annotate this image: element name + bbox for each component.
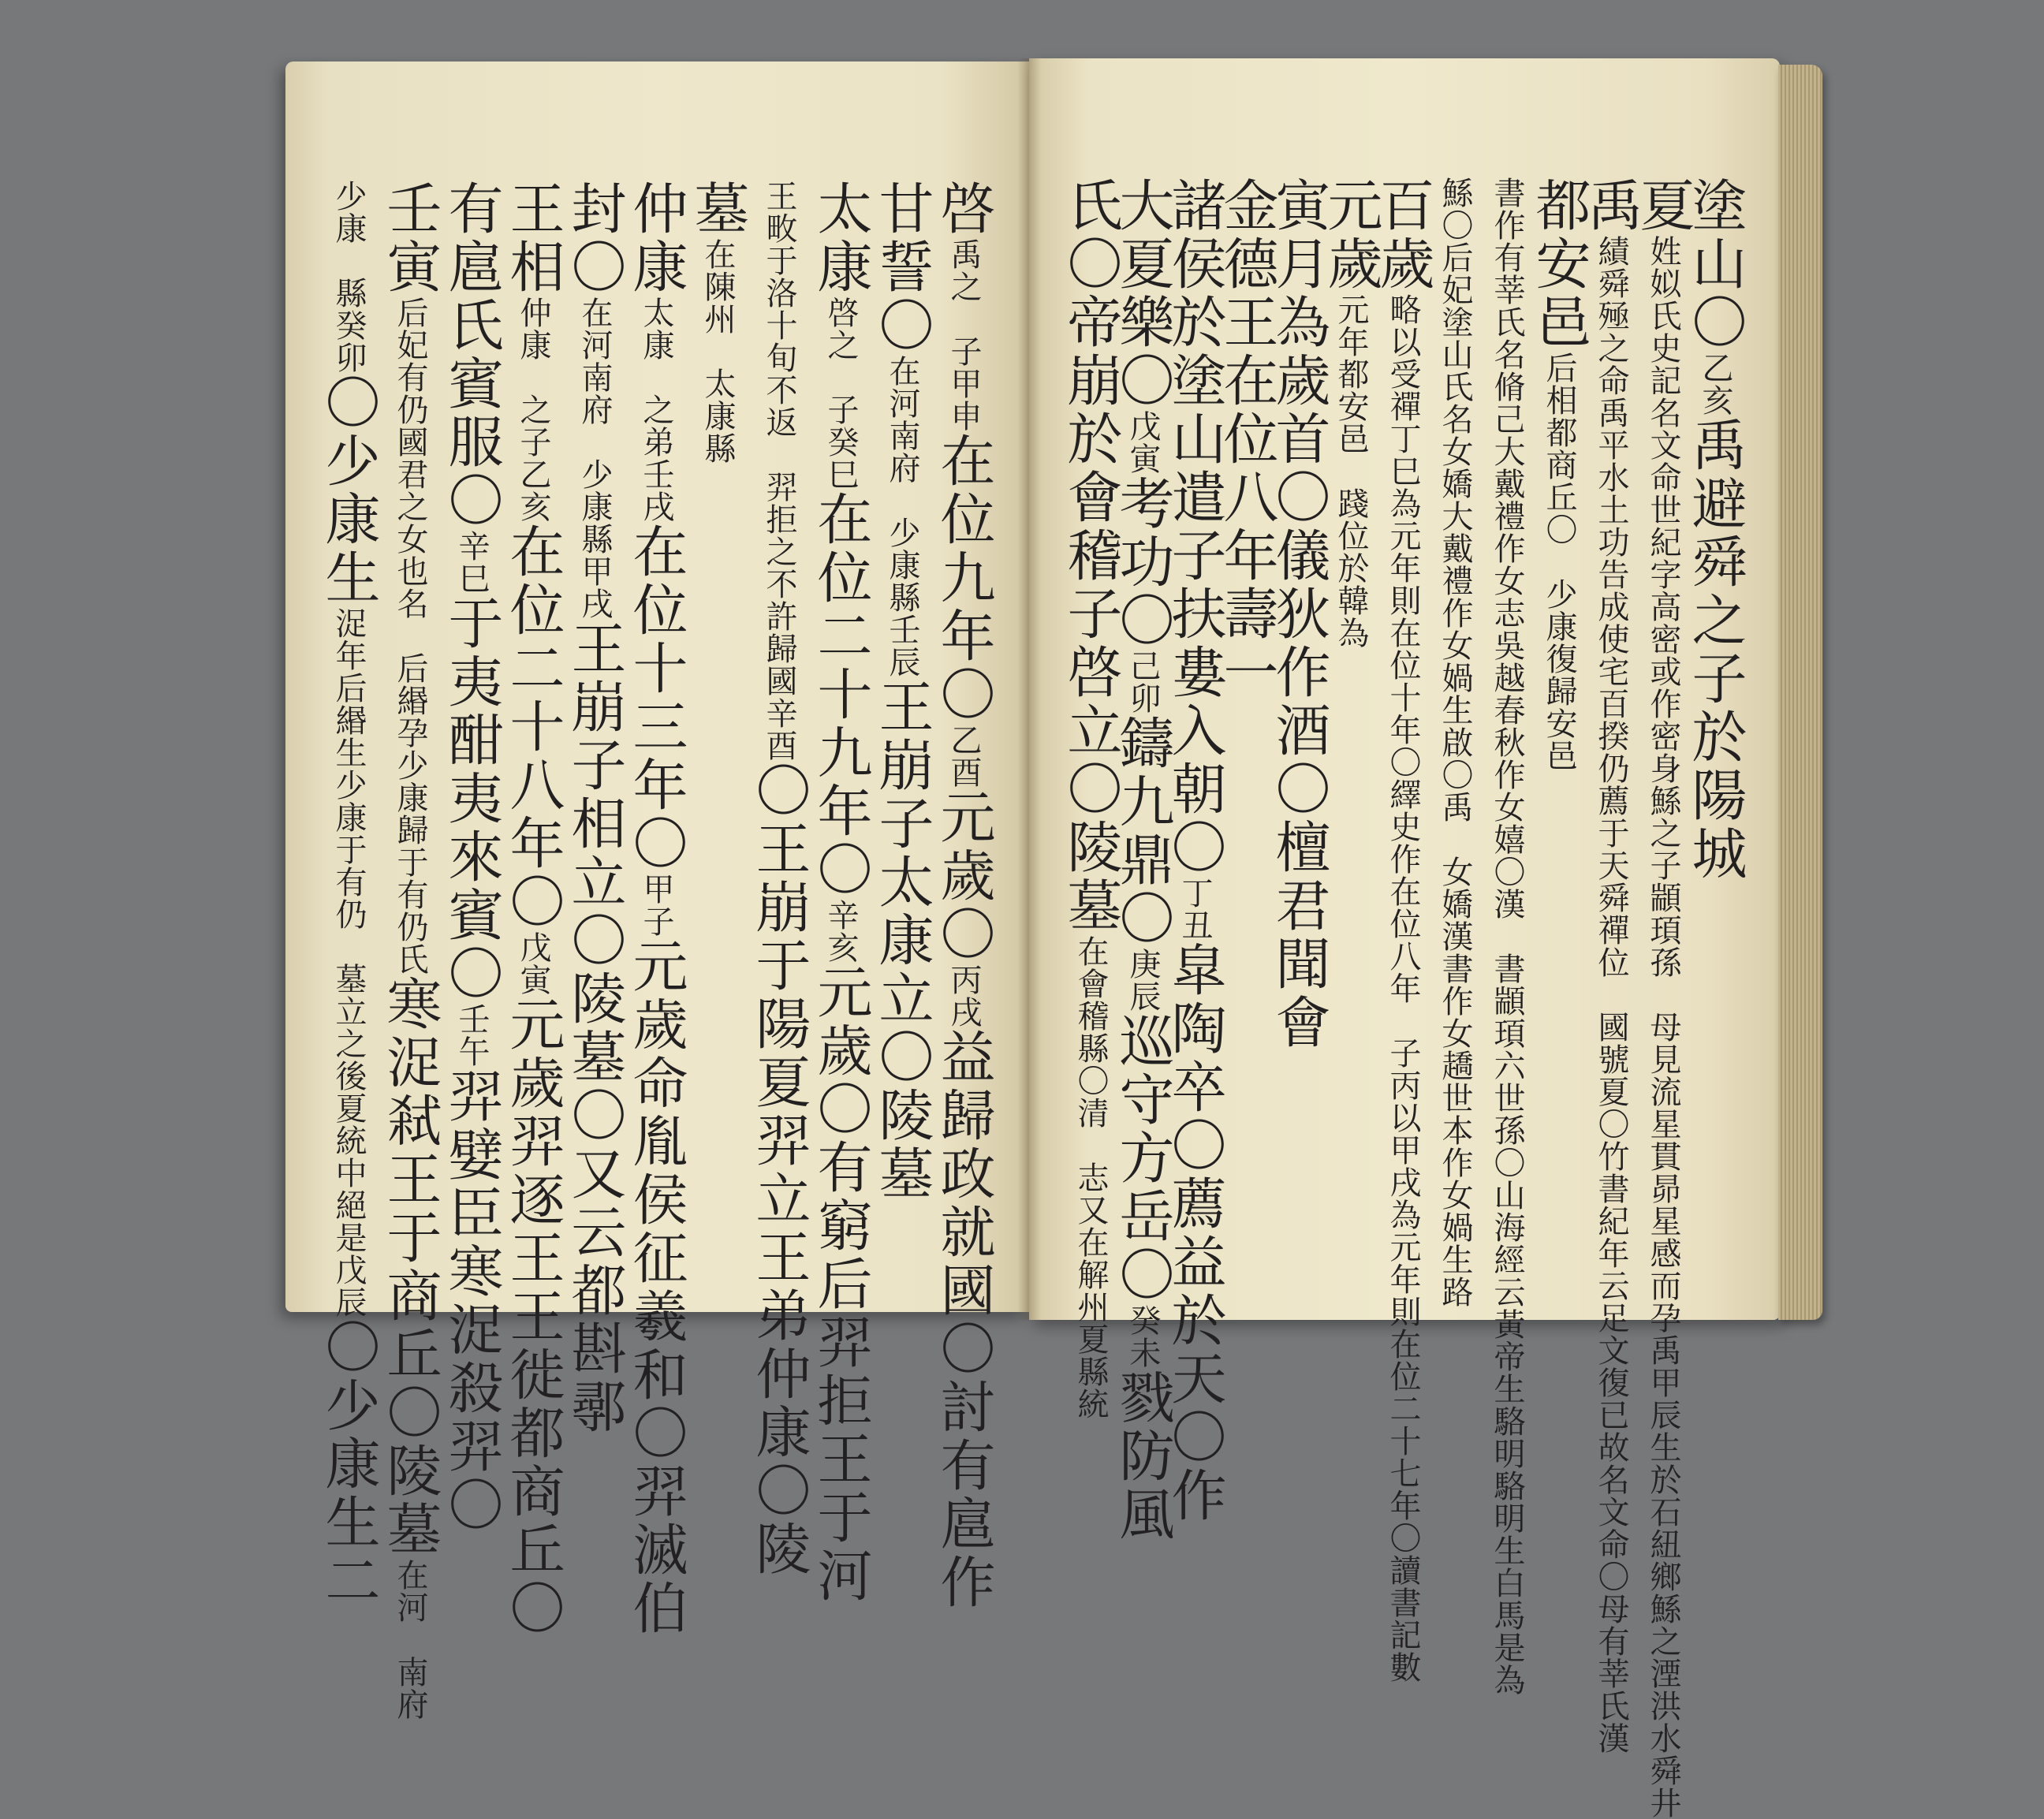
right-page-rest2-text: 鑄九鼎〇 <box>1110 714 1175 948</box>
right-page-rest-text: 考功〇 <box>1110 475 1175 650</box>
left-page-main-text: 墓 <box>685 180 750 238</box>
right-page-small-text: 乙亥 <box>1697 352 1733 416</box>
left-page-column <box>809 180 872 1605</box>
left-page <box>285 62 1029 1720</box>
left-page-small2-text: 辛亥 <box>822 899 859 964</box>
left-page-rest-text: 于夷酣夷來賓〇 <box>439 595 504 1003</box>
right-page-rest3-text: 巡守方岳〇 <box>1110 1012 1175 1304</box>
left-page-rest2-text: 元歲〇 <box>808 964 873 1139</box>
right-page-note-text: 鯀〇后妃塗山氏名女嬌大戴禮作女媧生啟〇禹 女嬌漢書作女趫世本作女媧生路 <box>1437 177 1473 1308</box>
left-page-main-text: 封〇 <box>562 180 627 296</box>
left-page-small-text: 辛巳 <box>453 530 490 595</box>
left-page-main-text: 太康 <box>808 180 873 296</box>
right-page-note-text: 姓姒氏史記名文命世紀字高密或作密身鯀之子顓頊孫 母見流星貫昴星感而孕禹甲辰生於石紐鄉鯀之湮洪水舜井 <box>1645 235 1681 1819</box>
left-page-rest3-text: 〇 <box>316 1318 381 1377</box>
left-page-rest2-text: 〇陵墓 <box>378 1384 442 1559</box>
left-page-column <box>502 180 565 1638</box>
left-page-rest-text: 在位二十九年〇 <box>808 490 873 899</box>
left-page-rest4-text: 討有扈作 <box>931 1378 996 1612</box>
left-page-rest-text: 在位二十八年〇 <box>501 523 565 931</box>
left-page-main-text: 啓 <box>931 180 996 238</box>
left-page-rest-text: 〇 <box>747 762 811 820</box>
right-page-main-text: 元歲 <box>1319 177 1383 293</box>
page-edges <box>1778 65 1822 1320</box>
right-page-note-text: 后相都商丘〇 少康復歸安邑 <box>1541 352 1577 772</box>
left-page-small2-text: 乙酉 <box>946 724 982 788</box>
left-page-small-text: 癸巳 <box>822 426 859 490</box>
left-page-note-text: 禹之 子 <box>946 238 982 367</box>
left-page-small-text: 癸卯 <box>330 309 367 374</box>
right-page-small3-text: 庚辰 <box>1125 948 1161 1012</box>
left-page-main-text: 甘誓〇 <box>870 180 934 355</box>
right-page-main-text: 寅月為歲首〇儀狄作酒〇檀君聞會 <box>1266 177 1331 1052</box>
left-page-small-text: 甲申 <box>946 367 982 432</box>
right-page-rest-text: 禹避舜之子於陽城 <box>1683 416 1747 883</box>
left-page-small2-text: 壬午 <box>453 1003 490 1068</box>
left-page-main-text: 壬寅 <box>378 180 442 296</box>
left-page-small-text: 甲戌 <box>576 555 613 620</box>
right-page-main-text: 夏 <box>1631 177 1695 235</box>
left-page-small-text: 辛酉 <box>761 697 797 762</box>
left-page-small-text: 壬戌 <box>638 458 674 523</box>
left-page-note-text: 啓之 子 <box>822 296 859 426</box>
left-page-column <box>625 180 688 1638</box>
left-page-column <box>317 180 380 1610</box>
book-gutter <box>1017 58 1041 1320</box>
right-page <box>1029 58 1780 1819</box>
left-page-note-text: 在河南府 少康縣 <box>884 355 920 613</box>
left-page-small-text: 壬辰 <box>884 613 920 678</box>
left-page-main-text: 王相 <box>501 180 565 296</box>
left-page-rest3-text: 益歸政就國〇 <box>931 1028 996 1378</box>
left-page-rest-text: 在位九年〇 <box>931 432 996 724</box>
right-page-rest4-text: 戮防風 <box>1110 1369 1175 1544</box>
right-page-note-text: 績舜殛之命禹平水土功告成使宅百揆仍薦于天舜禪位 國號夏〇竹書紀年云足文復已故名文命〇母有莘氏漢 <box>1593 235 1629 1754</box>
left-page-note-text: 太康 之弟 <box>638 296 674 458</box>
right-page-main-text: 諸侯於塗山遣子扶婁入朝〇 <box>1162 177 1227 877</box>
left-page-rest4-text: 少康生二 <box>316 1377 381 1610</box>
right-page-main-text: 金德王在位八年壽一 <box>1214 177 1279 702</box>
left-page-column <box>686 180 749 464</box>
left-page-rest2-text: 元歲羿逐王王徙都商丘〇 <box>501 996 565 1638</box>
left-page-small2-text: 甲子 <box>638 873 674 937</box>
right-page-rest-text: 皐陶卒〇薦益於天〇作 <box>1162 941 1227 1525</box>
left-page-rest2-text: 元歲〇 <box>931 788 996 964</box>
left-page-column <box>932 180 995 1612</box>
left-page-note2-text: 在河 南府 <box>392 1559 428 1720</box>
left-page-rest-text: 王崩子相立〇陵墓 <box>562 620 627 1087</box>
right-page-main-text: 大夏樂〇 <box>1110 177 1175 410</box>
left-page-column <box>871 180 934 1203</box>
right-page-main-text: 氏〇帝崩於會稽子啓立〇陵墓 <box>1058 177 1123 935</box>
right-page-main-text: 塗山〇 <box>1683 177 1747 352</box>
left-page-rest-text: 〇 <box>316 374 381 432</box>
left-page-main-text: 仲康 <box>624 180 688 296</box>
right-page-small2-text: 己卯 <box>1125 650 1161 714</box>
right-page-note-text: 元年都安邑 踐位於韓為 <box>1333 293 1369 649</box>
left-page-rest2-text: 元歲命胤侯征羲和〇 <box>624 937 688 1463</box>
left-page-column <box>748 180 811 1579</box>
right-page-main-text: 禹 <box>1579 177 1643 235</box>
left-page-main-text: 有扈氏賓服〇 <box>439 180 504 530</box>
left-page-column <box>440 180 503 1534</box>
right-page-note-text: 略以受禪丁巳為元年則在位十年〇繹史作在位八年 子丙以甲戌為元年則在位二十七年〇讀書記數 <box>1385 293 1421 1683</box>
left-page-small-text: 乙亥 <box>515 458 551 523</box>
right-page-column <box>1059 177 1122 1420</box>
left-page-rest-text: 在位十三年〇 <box>624 523 688 873</box>
left-page-small2-text: 戊寅 <box>515 931 551 996</box>
left-page-note-text: 仲康 之子 <box>515 296 551 458</box>
left-page-note-text: 少康 縣 <box>330 180 367 309</box>
left-page-small3-text: 戊辰 <box>330 1254 367 1318</box>
right-page-note-text: 書作有莘氏名脩己大戴禮作女志吳越春秋作女嬉〇漢 書顓頊六世孫〇山海經云黃帝生駱明駱明生白馬是為 <box>1489 177 1525 1696</box>
right-page-main-text: 百歲 <box>1371 177 1435 293</box>
right-page-main-text: 都安邑 <box>1527 177 1591 352</box>
left-page-rest-text: 王崩子太康立〇陵墓 <box>870 678 934 1203</box>
right-page-small-text: 戊寅 <box>1125 410 1161 475</box>
right-page-small-text: 丁丑 <box>1177 877 1213 941</box>
left-page-note-text: 王畋于洛十旬不返 羿拒之不許歸國 <box>761 180 797 697</box>
left-page-rest2-text: 王崩于陽夏羿立王弟仲康〇陵 <box>747 820 811 1579</box>
left-page-note-text: 在河南府 少康縣 <box>576 296 613 555</box>
left-page-rest2-text: 羿嬖臣寒浞殺羿〇 <box>439 1068 504 1534</box>
left-page-column <box>563 180 626 1437</box>
right-page-note-text: 在會稽縣〇清 志又在解州夏縣統 <box>1072 935 1109 1420</box>
left-page-note2-text: 浞年后緡生少康于有仍 墓立之後夏統中絕是 <box>330 607 367 1254</box>
left-page-small3-text: 丙戌 <box>946 964 982 1028</box>
left-page-rest2-text: 少康生 <box>316 432 381 607</box>
right-page-small4-text: 癸未 <box>1125 1304 1161 1369</box>
left-page-column <box>379 180 442 1720</box>
left-page-rest-text: 寒浞弒王于商丘 <box>378 975 442 1384</box>
left-page-rest3-text: 有窮后羿拒王于河 <box>808 1139 873 1605</box>
left-page-note-text: 在陳州 太康縣 <box>699 238 736 464</box>
left-page-note-text: 后妃有仍國君之女也名 后緡孕少康歸于有仍氏 <box>392 296 428 975</box>
left-page-rest2-text: 〇又云都斟鄩 <box>562 1087 627 1437</box>
left-page-rest3-text: 羿滅伯 <box>624 1463 688 1638</box>
